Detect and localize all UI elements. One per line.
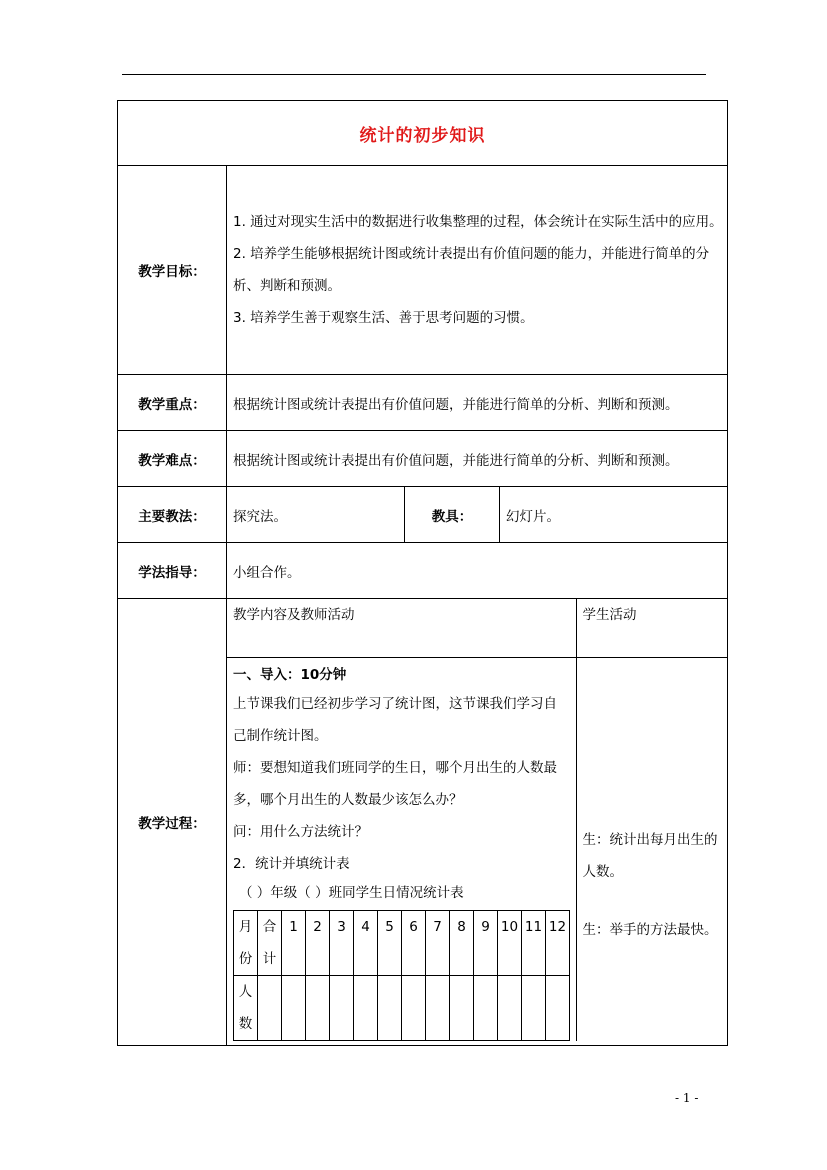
table-cell (354, 976, 378, 1041)
month-header: 6 (402, 911, 426, 976)
month-header: 5 (378, 911, 402, 976)
month-header: 4 (354, 911, 378, 976)
month-header: 9 (474, 911, 498, 976)
birthday-stat-table (233, 910, 570, 1041)
page-number: - 1 - (675, 1091, 699, 1105)
method-question: 问：用什么方法统计？ (233, 824, 368, 840)
lesson-plan-table (117, 100, 728, 1046)
student-activity-body (576, 658, 727, 1042)
key-text: 根据统计图或统计表提出有价值问题，并能进行简单的分析、判断和预测。 (227, 375, 728, 431)
stat-table-caption: （ ）年级（ ）班同学生日情况统计表 (239, 885, 464, 901)
table-cell (498, 976, 522, 1041)
method-text: 探究法。 (227, 487, 405, 543)
title-cell (118, 101, 728, 166)
month-header: 3 (330, 911, 354, 976)
month-header: 11 (522, 911, 546, 976)
guide-label: 学法指导： (118, 543, 227, 599)
teacher-activity-header: 教学内容及教师活动 (227, 599, 576, 658)
key-label: 教学重点： (118, 375, 227, 431)
step-title: 2．统计并填统计表 (233, 856, 350, 872)
count-row-label: 人数 (234, 976, 258, 1041)
table-cell (546, 976, 570, 1041)
table-cell (426, 976, 450, 1041)
table-cell (450, 976, 474, 1041)
table-cell (330, 976, 354, 1041)
table-cell (378, 976, 402, 1041)
section-title: 一、导入：10分钟 (233, 667, 347, 683)
table-cell (282, 976, 306, 1041)
month-header: 8 (450, 911, 474, 976)
table-cell (402, 976, 426, 1041)
month-row-label: 月份 (234, 911, 258, 976)
student-activity-header: 学生活动 (576, 599, 727, 658)
month-header: 2 (306, 911, 330, 976)
process-table (227, 599, 727, 1041)
table-cell (258, 976, 282, 1041)
student-response: 生：统计出每月出生的人数。 (582, 832, 718, 880)
difficult-text: 根据统计图或统计表提出有价值问题，并能进行简单的分析、判断和预测。 (227, 431, 728, 487)
header-rule (122, 74, 706, 75)
month-header: 7 (426, 911, 450, 976)
process-cell (227, 599, 728, 1046)
tools-text: 幻灯片。 (500, 487, 728, 543)
goal-item: 1. 通过对现实生活中的数据进行收集整理的过程，体会统计在实际生活中的应用。 (233, 214, 723, 230)
difficult-label: 教学难点： (118, 431, 227, 487)
goal-item: 2. 培养学生能够根据统计图或统计表提出有价值问题的能力，并能进行简单的分析、判断和预测。 (233, 246, 710, 294)
table-cell (522, 976, 546, 1041)
process-label: 教学过程： (118, 599, 227, 1046)
page-title: 统计的初步知识 (359, 125, 486, 146)
month-header: 12 (546, 911, 570, 976)
goals-content (227, 166, 728, 375)
month-header: 10 (498, 911, 522, 976)
goal-item: 3. 培养学生善于观察生活、善于思考问题的习惯。 (233, 310, 534, 326)
goals-label: 教学目标： (118, 166, 227, 375)
tools-label: 教具： (405, 487, 500, 543)
student-response: 生：举手的方法最快。 (582, 922, 718, 938)
table-row (234, 976, 570, 1041)
total-header: 合计 (258, 911, 282, 976)
teacher-question: 师：要想知道我们班同学的生日，哪个月出生的人数最多，哪个月出生的人数最少该怎么办？ (233, 760, 557, 808)
intro-paragraph: 上节课我们已经初步学习了统计图，这节课我们学习自己制作统计图。 (233, 696, 557, 744)
month-header: 1 (282, 911, 306, 976)
guide-text: 小组合作。 (227, 543, 728, 599)
teacher-activity-body (227, 658, 576, 1042)
method-label: 主要教法： (118, 487, 227, 543)
table-cell (306, 976, 330, 1041)
table-cell (474, 976, 498, 1041)
table-row (234, 911, 570, 976)
